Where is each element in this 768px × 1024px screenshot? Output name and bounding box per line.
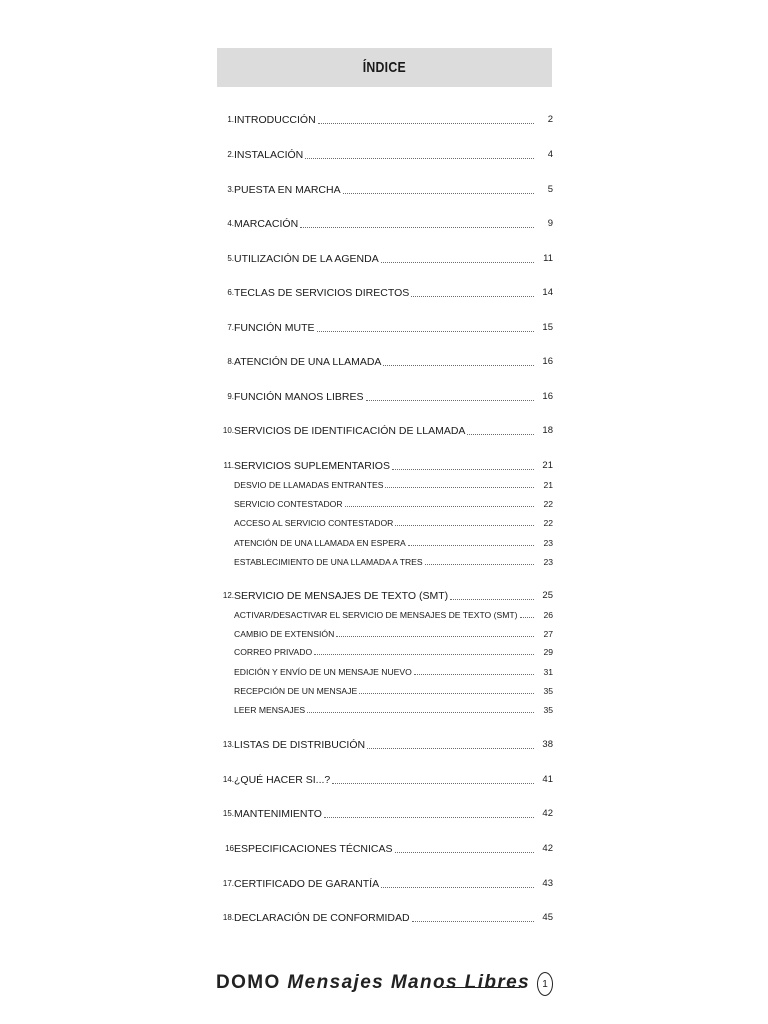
- toc-entry-label: ESPECIFICACIONES TÉCNICAS: [234, 843, 393, 855]
- toc-entry-page: 18: [542, 425, 553, 436]
- toc-entry-label: MANTENIMIENTO: [234, 808, 322, 820]
- dot-leader: [467, 434, 534, 435]
- toc-subentry[interactable]: [217, 537, 553, 549]
- dot-leader: [381, 887, 534, 888]
- toc-subentry[interactable]: [217, 556, 553, 568]
- toc-entry-label: EDICIÓN Y ENVÍO DE UN MENSAJE NUEVO: [234, 667, 412, 677]
- toc-entry-label: ATENCIÓN DE UNA LLAMADA EN ESPERA: [234, 538, 406, 548]
- toc-entry-page: 5: [547, 184, 553, 195]
- dot-leader: [307, 712, 534, 713]
- toc-entry-page: 35: [543, 686, 553, 696]
- toc-entry-page: 22: [543, 518, 553, 528]
- toc-entry-label: SERVICIO DE MENSAJES DE TEXTO (SMT): [234, 590, 449, 602]
- toc-entry[interactable]: [217, 113, 553, 127]
- toc-entry-label: CERTIFICADO DE GARANTÍA: [234, 878, 380, 890]
- toc-entry-label: SERVICIOS SUPLEMENTARIOS: [234, 460, 390, 472]
- toc-entry-page: 26: [543, 610, 553, 620]
- toc-entry-label: DESVIO DE LLAMADAS ENTRANTES: [234, 480, 384, 490]
- dot-leader: [314, 654, 534, 655]
- toc-entry-label: UTILIZACIÓN DE LA AGENDA: [234, 253, 379, 265]
- toc-entry-label: CAMBIO DE EXTENSIÓN: [234, 629, 335, 639]
- dot-leader: [408, 545, 534, 546]
- toc-entry-label: TECLAS DE SERVICIOS DIRECTOS: [234, 287, 410, 299]
- toc-entry-page: 31: [543, 667, 553, 677]
- toc-entry-number: 6.: [227, 288, 234, 297]
- toc-entry[interactable]: [217, 321, 553, 335]
- toc-entry-page: 41: [542, 774, 553, 785]
- toc-entry-number: 11.: [223, 461, 234, 470]
- toc-entry-page: 27: [543, 629, 553, 639]
- toc-entry-page: 4: [547, 149, 553, 160]
- dot-leader: [395, 525, 534, 526]
- toc-entry-page: 11: [543, 253, 553, 264]
- toc-entry-page: 16: [542, 391, 553, 402]
- toc-entry[interactable]: [217, 183, 553, 197]
- toc-subentry[interactable]: [217, 646, 553, 658]
- toc-entry[interactable]: [217, 807, 553, 821]
- toc-entry[interactable]: [217, 286, 553, 300]
- toc-entry-label: ESTABLECIMIENTO DE UNA LLAMADA A TRES: [234, 557, 423, 567]
- toc-entry[interactable]: [217, 589, 553, 603]
- toc-entry-page: 21: [542, 460, 553, 471]
- toc-entry-number: 9.: [227, 392, 234, 401]
- toc-entry-label: SERVICIO CONTESTADOR: [234, 499, 343, 509]
- dot-leader: [359, 693, 534, 694]
- toc-entry[interactable]: [217, 252, 553, 266]
- dot-leader: [300, 227, 534, 228]
- toc-entry-number: 5.: [227, 254, 234, 263]
- page-number-badge: [537, 972, 553, 996]
- toc-entry-page: 23: [543, 538, 553, 548]
- dot-leader: [367, 748, 534, 749]
- dot-leader: [305, 158, 534, 159]
- toc-entry-label: PUESTA EN MARCHA: [234, 184, 341, 196]
- dot-leader: [318, 123, 534, 124]
- toc-entry-number: 12.: [222, 591, 234, 600]
- toc-entry-number: 10.: [222, 426, 234, 435]
- toc-subentry[interactable]: [217, 498, 553, 510]
- toc-subentry[interactable]: [217, 666, 553, 678]
- toc-entry-label: ACCESO AL SERVICIO CONTESTADOR: [234, 518, 394, 528]
- dot-leader: [450, 599, 534, 600]
- toc-entry-label: DECLARACIÓN DE CONFORMIDAD: [234, 912, 410, 924]
- toc-entry-page: 42: [542, 843, 553, 854]
- toc-entry-number: 14.: [222, 775, 234, 784]
- toc-entry-number: 17.: [222, 879, 234, 888]
- toc-entry[interactable]: [217, 424, 553, 438]
- dot-leader: [324, 817, 534, 818]
- dot-leader: [392, 469, 534, 470]
- toc-entry-label: MARCACIÓN: [234, 218, 299, 230]
- dot-leader: [395, 852, 534, 853]
- footer-rule: [442, 987, 520, 988]
- toc-entry-label: INSTALACIÓN: [234, 149, 304, 161]
- dot-leader: [381, 262, 534, 263]
- brand-product: Mensajes Manos Libres: [287, 972, 531, 993]
- toc-subentry[interactable]: [217, 479, 553, 491]
- toc-entry-page: 42: [542, 808, 553, 819]
- toc-subentry[interactable]: [217, 685, 553, 697]
- dot-leader: [345, 506, 534, 507]
- toc-entry-label: RECEPCIÓN DE UN MENSAJE: [234, 686, 358, 696]
- toc-entry[interactable]: [217, 842, 553, 856]
- toc-entry-page: 2: [547, 114, 553, 125]
- toc-entry-number: 16: [225, 844, 234, 853]
- toc-entry-label: ACTIVAR/DESACTIVAR EL SERVICIO DE MENSAJES DE TEXTO (SMT): [234, 610, 518, 620]
- toc-entry-number: 18.: [222, 913, 234, 922]
- toc-entry-number: 13.: [222, 740, 234, 749]
- index-title: ÍNDICE: [362, 59, 407, 76]
- toc-entry-number: 4.: [227, 219, 234, 228]
- toc-entry-label: ¿QUÉ HACER SI...?: [234, 774, 331, 786]
- toc-entry-number: 2.: [227, 150, 234, 159]
- toc-entry[interactable]: [217, 355, 553, 369]
- toc-entry-label: INTRODUCCIÓN: [234, 114, 316, 126]
- toc-entry-page: 14: [542, 287, 553, 298]
- dot-leader: [425, 564, 534, 565]
- dot-leader: [385, 487, 534, 488]
- toc-entry[interactable]: [217, 738, 553, 752]
- dot-leader: [412, 921, 534, 922]
- toc-subentry[interactable]: [217, 704, 553, 716]
- toc-entry-page: 9: [547, 218, 553, 229]
- toc-entry-page: 35: [543, 705, 553, 715]
- dot-leader: [332, 783, 534, 784]
- toc-entry-page: 23: [543, 557, 553, 567]
- toc-entry-page: 21: [543, 480, 553, 490]
- toc-entry-number: 1.: [227, 115, 234, 124]
- toc-entry-page: 16: [542, 356, 553, 367]
- toc-entry[interactable]: [217, 911, 553, 925]
- brand-name: DOMO: [216, 972, 281, 993]
- toc-entry-label: ATENCIÓN DE UNA LLAMADA: [234, 356, 382, 368]
- toc-entry-label: SERVICIOS DE IDENTIFICACIÓN DE LLAMADA: [234, 425, 466, 437]
- toc-entry-page: 29: [543, 647, 553, 657]
- toc-subentry[interactable]: [217, 609, 553, 621]
- toc-entry-number: 8.: [227, 357, 234, 366]
- toc-entry-page: 43: [542, 878, 553, 889]
- toc-entry[interactable]: [217, 390, 553, 404]
- toc-entry-page: 45: [542, 912, 553, 923]
- toc-entry[interactable]: [217, 877, 553, 891]
- toc-subentry[interactable]: [217, 628, 553, 640]
- toc-entry-label: CORREO PRIVADO: [234, 647, 313, 657]
- dot-leader: [343, 193, 534, 194]
- toc-entry-label: LISTAS DE DISTRIBUCIÓN: [234, 739, 366, 751]
- toc-entry-page: 38: [542, 739, 553, 750]
- footer-brand: [216, 972, 530, 1000]
- toc-entry-label: FUNCIÓN MUTE: [234, 322, 315, 334]
- toc-entry-number: 3.: [227, 185, 234, 194]
- toc-subentry[interactable]: [217, 517, 553, 529]
- dot-leader: [414, 674, 534, 675]
- dot-leader: [366, 400, 534, 401]
- toc-entry-page: 25: [542, 590, 553, 601]
- toc-entry[interactable]: [217, 148, 553, 162]
- toc-entry-page: 15: [542, 322, 553, 333]
- toc-entry-page: 22: [543, 499, 553, 509]
- toc-entry[interactable]: [217, 217, 553, 231]
- dot-leader: [383, 365, 534, 366]
- index-title-bar: [217, 48, 552, 87]
- toc-entry-label: FUNCIÓN MANOS LIBRES: [234, 391, 364, 403]
- toc-entry-number: 7.: [227, 323, 234, 332]
- dot-leader: [411, 296, 534, 297]
- dot-leader: [336, 636, 534, 637]
- toc-entry[interactable]: [217, 459, 553, 473]
- page-number: 1: [542, 978, 548, 990]
- dot-leader: [317, 331, 535, 332]
- toc-entry[interactable]: [217, 773, 553, 787]
- dot-leader: [520, 617, 535, 618]
- toc-entry-number: 15.: [222, 809, 234, 818]
- toc-entry-label: LEER MENSAJES: [234, 705, 306, 715]
